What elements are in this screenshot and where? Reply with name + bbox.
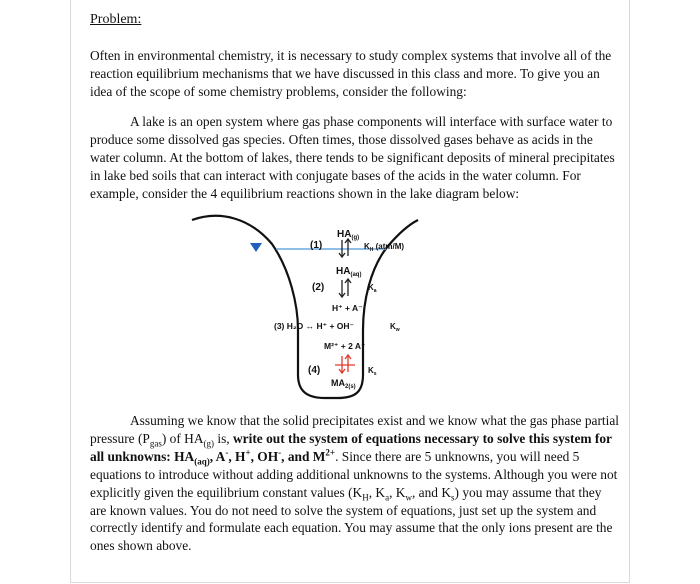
- kh-label: $K_H$ (atm/M): [364, 242, 405, 253]
- lake-description-paragraph: A lake is an open system where gas phase components will interface with surface water to produce some dissolved gas species. Often times, those dissolved gases behave as acids in the water column. At the bottom of lakes, there tends to be significant deposits of mineral precipitates in lake bed soils that can interact with conjugate bases of the acids in the water column. For example, consider the 4 equilibrium reactions shown in the lake diagram below:: [90, 114, 615, 201]
- ha-aq-label: $HA_{(aq)}$: [336, 266, 362, 278]
- step-4-label: (4): [308, 365, 321, 376]
- h-plus-a-minus-label: H⁺ + A⁻: [332, 303, 363, 313]
- question-bold-instruction: write out the system of equations necessary to solve this system for all unknowns: $HA_{(aq)}$, A-, H+, OH-, and $M^{2+}$: [90, 430, 612, 467]
- kw-label: $K_w$: [390, 322, 400, 333]
- step-2-label: (2): [312, 282, 325, 293]
- question-paragraph: Assuming we know that the solid precipitates exist and we know what the gas phase partial pressure $(P_{gas})$ of $HA_{(g)}$ is, write out the system of equations necessary to solve this system for all unknowns: $HA_{(aq)}$, A-, H+, OH-, and $M^{2+}$. Since there are 5 unknowns, you will need 5 equations to introduce without adding additional unknowns to the systems. Although you were not explicitly given the equilibrium constant values ($K_H$, $K_a$, $K_w$, and $K_s$) you may assume that they are known values. You do not need to solve the system of equations, just set up the system and correctly identify and formulate each equation. You may assume that the only ions present are the ones shown above.: [90, 413, 620, 554]
- equilibrium-arrows-4-icon: [335, 355, 355, 373]
- intro-paragraph: Often in environmental chemistry, it is necessary to study complex systems that involve all of the reaction equilibrium mechanisms that we have discussed in this class and more. To give you an idea of the scope of some chemistry problems, consider the following:: [90, 48, 612, 99]
- ka-label: $K_a$: [368, 283, 377, 294]
- ma2-solid-label: $MA_{2(s)}$: [331, 378, 356, 390]
- water-reaction-label: (3) H₂O ↔ H⁺ + OH⁻: [274, 321, 355, 331]
- metal-ion-label: M²⁺ + 2 A⁻: [324, 341, 366, 351]
- step-1-label: (1): [310, 240, 323, 251]
- lake-equilibrium-diagram: [190, 210, 420, 405]
- equilibrium-arrows-1-icon: [339, 239, 351, 257]
- equilibrium-arrows-2-icon: [339, 279, 351, 297]
- problem-heading: Problem:: [90, 12, 142, 27]
- water-level-marker-icon: [250, 243, 262, 252]
- ha-gas-label: $HA_{(g)}$: [337, 229, 360, 241]
- ks-label: $K_s$: [368, 366, 377, 377]
